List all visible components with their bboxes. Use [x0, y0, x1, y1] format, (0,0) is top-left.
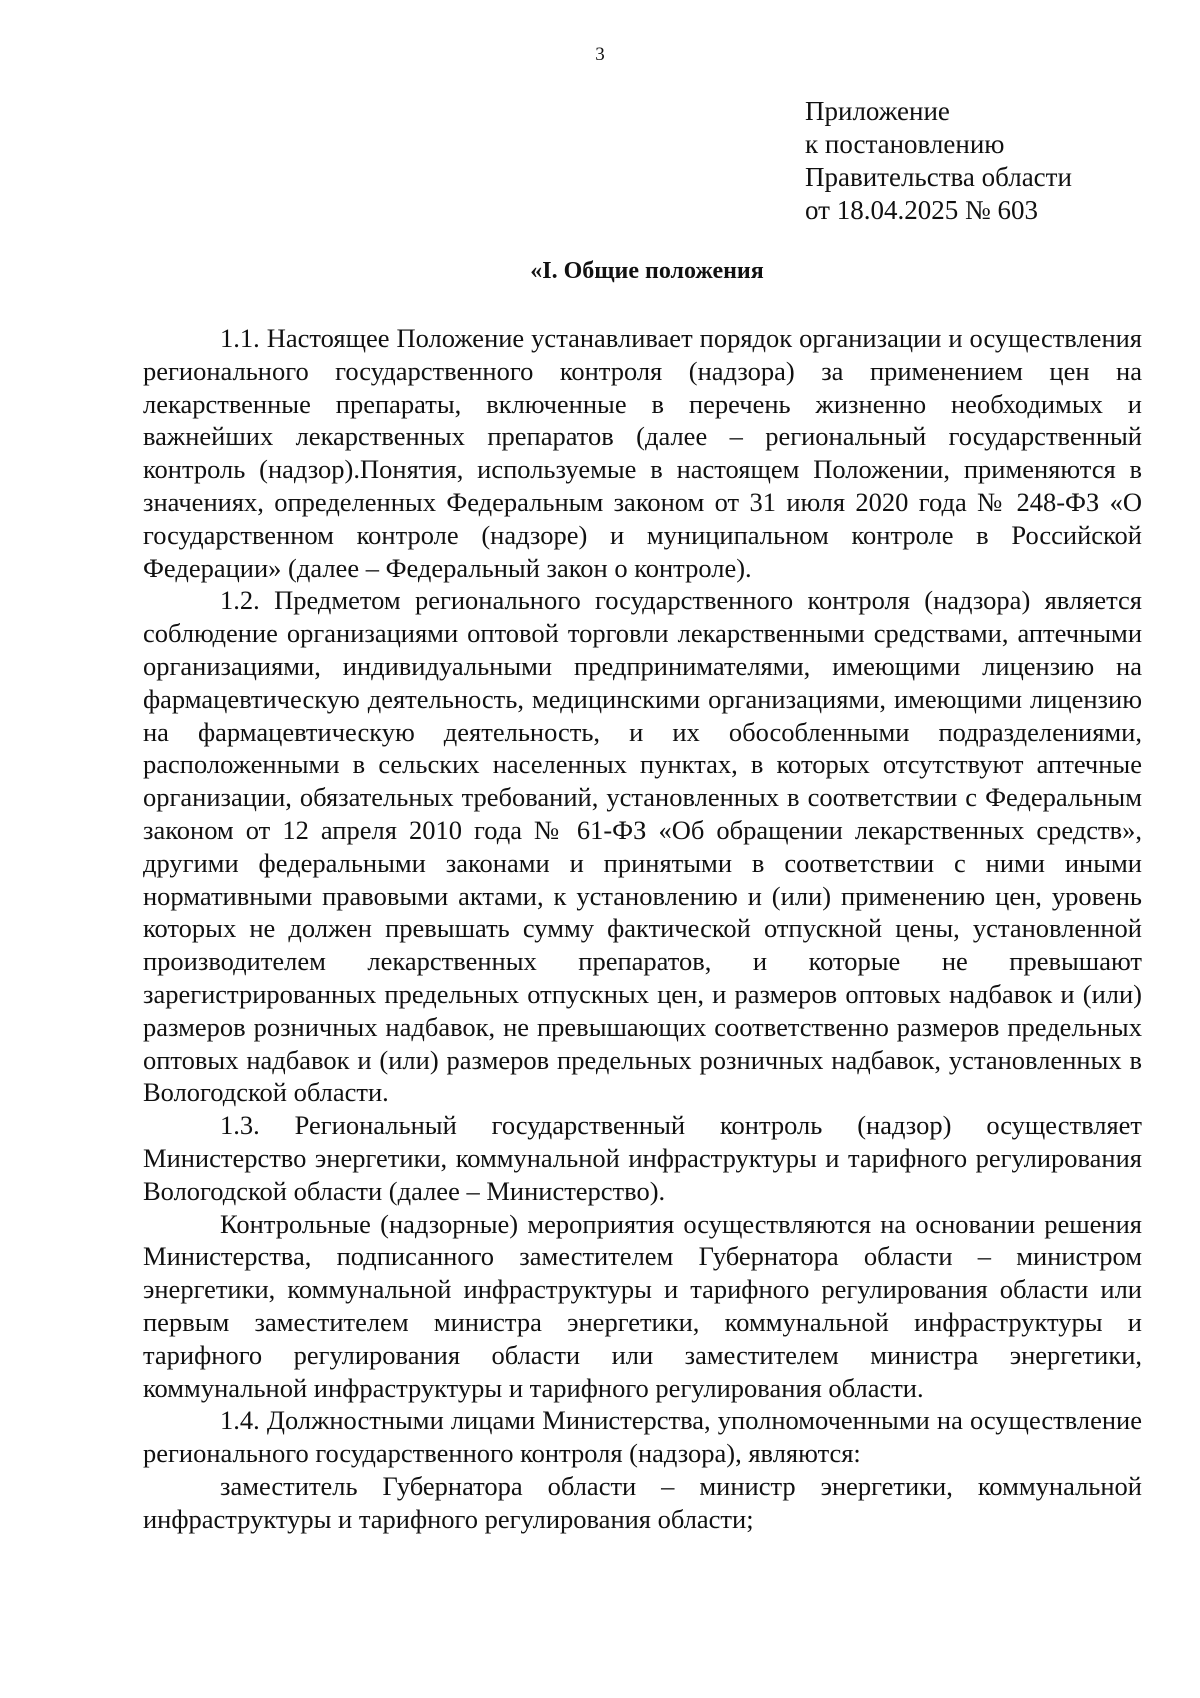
appendix-line: от 18.04.2025 № 603 [805, 195, 1038, 225]
appendix-block [805, 95, 1072, 227]
paragraph-officials-list-item: заместитель Губернатора области – министр энергетики, коммунальной инфраструктуры и тарифного регулирования области; [143, 1470, 1142, 1534]
paragraph-1-3: 1.3. Региональный государственный контроль (надзор) осуществляет Министерство энергетики, коммунальной инфраструктуры и тарифного регулирования Вологодской области (далее – Министерство). [143, 1110, 1142, 1206]
paragraph-1-4: 1.4. Должностными лицами Министерства, уполномоченными на осуществление регионального государственного контроля (надзора), являются: [143, 1405, 1142, 1469]
paragraph-control-measures: Контрольные (надзорные) мероприятия осуществляются на основании решения Министерства, подписанного заместителем Губернатора области – министром энергетики, коммунальной инфраструктуры и тарифного регулирования области или первым заместителем министра энергетики, коммунальной инфраструктуры и тарифного регулирования области или заместителем министра энергетики, коммунальной инфраструктуры и тарифного регулирования области. [143, 1208, 1142, 1403]
paragraph-1-1: 1.1. Настоящее Положение устанавливает порядок организации и осуществления регионального государственного контроля (надзора) за применением цен на лекарственные препараты, включенные в перечень жизненно необходимых и важнейших лекарственных препаратов (далее – региональный государственный контроль (надзор).Понятия, используемые в настоящем Положении, применяются в значениях, определенных Федеральным законом от 31 июля 2020 года № 248-ФЗ «О государственном контроле (надзоре) и муниципальном контроле в Российской Федерации» (далее – Федеральный закон о контроле). [143, 323, 1142, 583]
document-body [143, 322, 1142, 1535]
page-number: 3 [595, 44, 605, 65]
appendix-line: к постановлению [805, 129, 1005, 159]
paragraph-1-2: 1.2. Предметом регионального государственного контроля (надзора) является соблюдение организациями оптовой торговли лекарственными средствами, аптечными организациями, индивидуальными предпринимателями, имеющими лицензию на фармацевтическую деятельность, медицинскими организациями, имеющими лицензию на фармацевтическую деятельность, и их обособленными подразделениями, расположенными в сельских населенных пунктах, в которых отсутствуют аптечные организации, обязательных требований, установленных в соответствии с Федеральным законом от 12 апреля 2010 года № 61-ФЗ «Об обращении лекарственных средств», другими федеральными законами и принятыми в соответствии с ними иными нормативными правовыми актами, к установлению и (или) применению цен, уровень которых не должен превышать сумму фактической отпускной цены, установленной производителем лекарственных препаратов, и которые не превышают зарегистрированных предельных отпускных цен, и размеров оптовых надбавок и (или) размеров розничных надбавок, не превышающих соответственно размеров предельных оптовых надбавок и (или) размеров предельных розничных надбавок, установленных в Вологодской области. [143, 585, 1142, 1108]
appendix-line: Приложение [805, 96, 950, 126]
appendix-line: Правительства области [805, 162, 1072, 192]
section-title: «I. Общие положения [530, 258, 764, 284]
